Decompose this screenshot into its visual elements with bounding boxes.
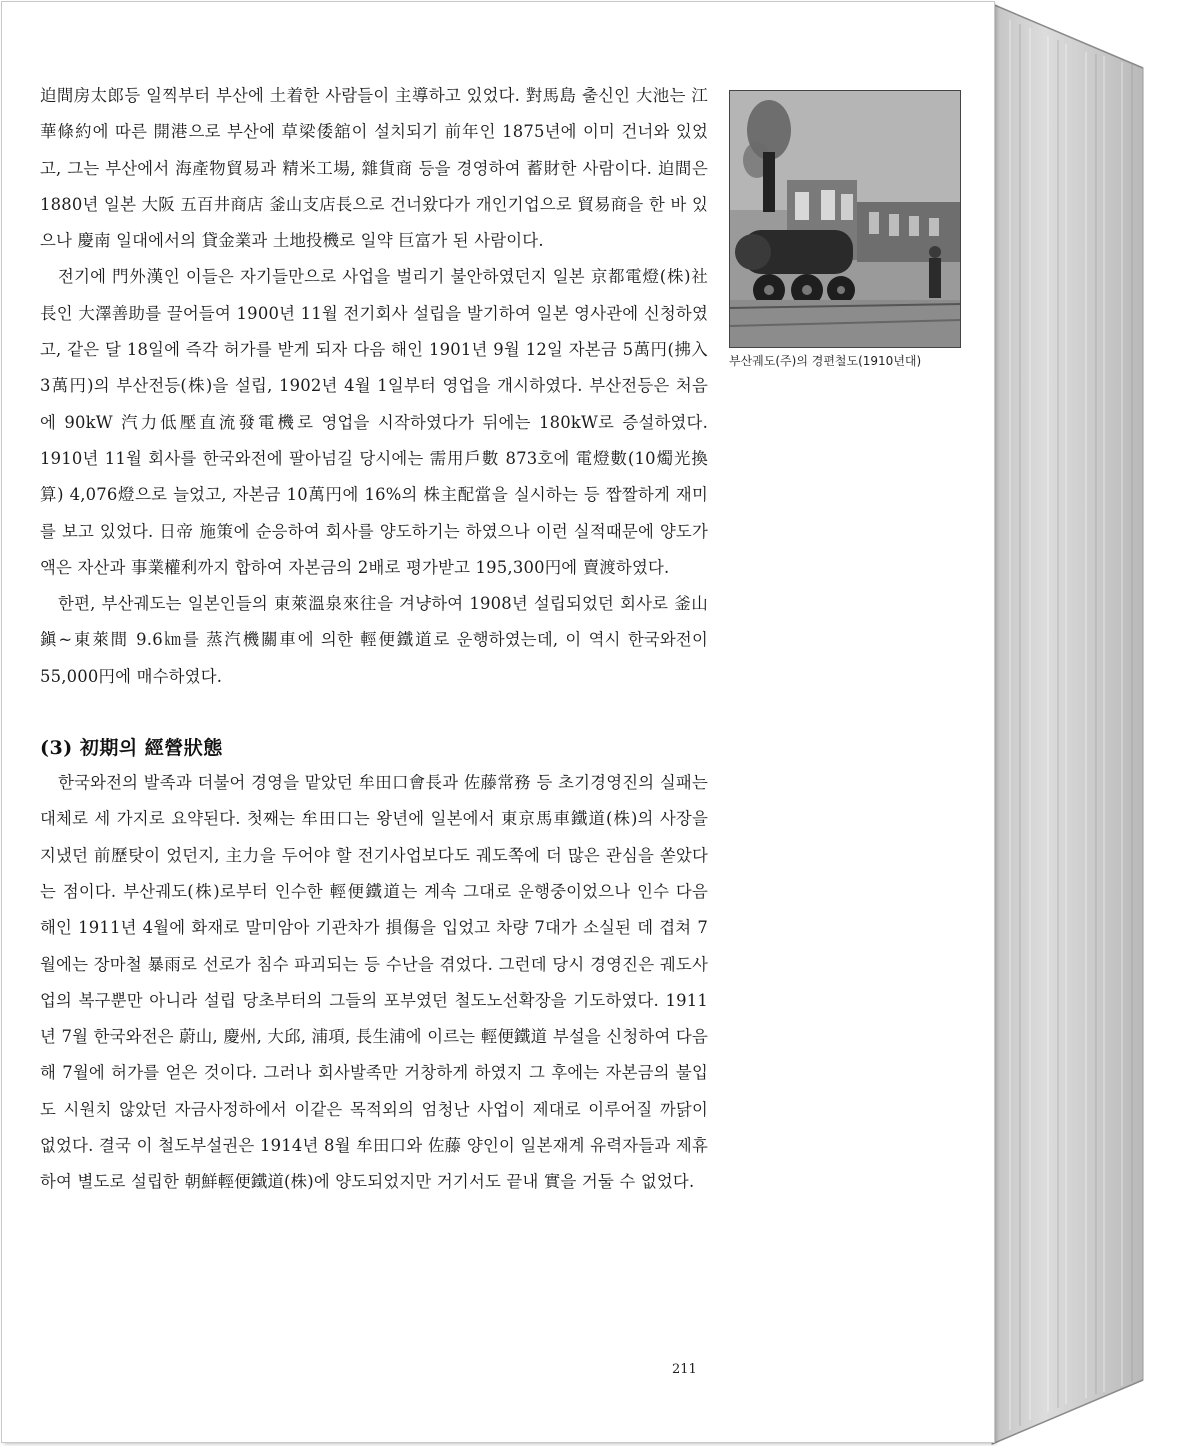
body-paragraph: 한국와전의 발족과 더불어 경영을 맡았던 牟田口會長과 佐藤常務 등 초기경영진의 실패는 대체로 세 가지로 요약된다. 첫째는 牟田口는 왕년에 일본에서 東京馬車鐵道(株)의 사장을 지냈던 前歷탓이 었던지, 主力을 두어야 할 전기사업보다도 궤도쪽에 더 많은 관심을 쏟았다는 점이다. 부산궤도(株)로부터 인수한 輕便鐵道는 계속 그대로 운행중이었으나 인수 다음 해인 1911년 4월에 화재로 말미암아 기관차가 損傷을 입었고 차량 7대가 소실된 데 겹쳐 7월에는 장마철 暴雨로 선로가 침수 파괴되는 등 수난을 겪었다. 그런데 당시 경영진은 궤도사업의 복구뿐만 아니라 설립 당초부터의 그들의 포부였던 철도노선확장을 기도하였다. 1911년 7월 한국와전은 蔚山, 慶州, 大邱, 浦項, 長生浦에 이르는 輕便鐵道 부설을 신청하여 다음 해 7월에 허가를 얻은 것이다. 그러나 회사발족만 거창하게 하였지 그 후에는 자본금의 불입도 시원치 않았던 자금사정하에서 이같은 목적외의 엄청난 사업이 제대로 이루어질 까닭이 없었다. 결국 이 철도부설권은 1914년 8월 牟田口와 佐藤 양인이 일본재계 유력자들과 제휴하여 별도로 설립한 朝鮮輕便鐵道(株)에 양도되었지만 거기서도 끝내 實을 거둘 수 없었다. xyxy=(40,773,708,1192)
page-number: 211 xyxy=(672,1362,697,1377)
section-heading: (3) 初期의 經營狀態 xyxy=(40,737,223,760)
book-page xyxy=(2,2,994,1442)
photo-caption: 부산궤도(주)의 경편철도(1910년대) xyxy=(729,354,922,368)
photo-figure xyxy=(729,90,961,369)
steam-locomotive-photo xyxy=(729,90,961,348)
body-paragraph: 迫間房太郎등 일찍부터 부산에 土着한 사람들이 主導하고 있었다. 對馬島 출신인 大池는 江華條約에 따른 開港으로 부산에 草梁倭舘이 설치되기 前年인 1875년에 이미 건너와 있었고, 그는 부산에서 海產物貿易과 精米工場, 雜貨商 등을 경영하여 蓄財한 사람이다. 迫間은 1880년 일본 大阪 五百井商店 釜山支店長으로 건너왔다가 개인기업으로 貿易商을 한 바 있으나 慶南 일대에서의 貸金業과 土地投機로 일약 巨富가 된 사람이다. xyxy=(40,86,708,251)
body-paragraph: 전기에 門外漢인 이들은 자기들만으로 사업을 벌리기 불안하였던지 일본 京都電燈(株)社長인 大澤善助를 끌어들여 1900년 11월 전기회사 설립을 발기하여 일본 영사관에 신청하였고, 같은 달 18일에 즉각 허가를 받게 되자 다음 해인 1901년 9월 12일 자본금 5萬円(拂入 3萬円)의 부산전등(株)을 설립, 1902년 4월 1일부터 영업을 개시하였다. 부산전등은 처음에 90kW 汽力低壓直流發電機로 영업을 시작하였다가 뒤에는 180kW로 증설하였다. 1910년 11월 회사를 한국와전에 팔아넘길 당시에는 需用戶數 873호에 電燈數(10燭光換算) 4,076燈으로 늘었고, 자본금 10萬円에 16%의 株主配當을 실시하는 등 짭짤하게 재미를 보고 있었다. 日帝 施策에 순응하여 회사를 양도하기는 하였으나 이런 실적때문에 양도가액은 자산과 事業權利까지 합하여 자본금의 2배로 평가받고 195,300円에 賣渡하였다. xyxy=(40,267,708,577)
text-column xyxy=(40,78,708,1201)
body-paragraph: 한편, 부산궤도는 일본인들의 東萊溫泉來往을 겨냥하여 1908년 설립되었던 회사로 釜山鎭~東萊間 9.6㎞를 蒸汽機關車에 의한 輕便鐵道로 운행하였는데, 이 역시 한국와전이 55,000円에 매수하였다. xyxy=(40,594,708,686)
